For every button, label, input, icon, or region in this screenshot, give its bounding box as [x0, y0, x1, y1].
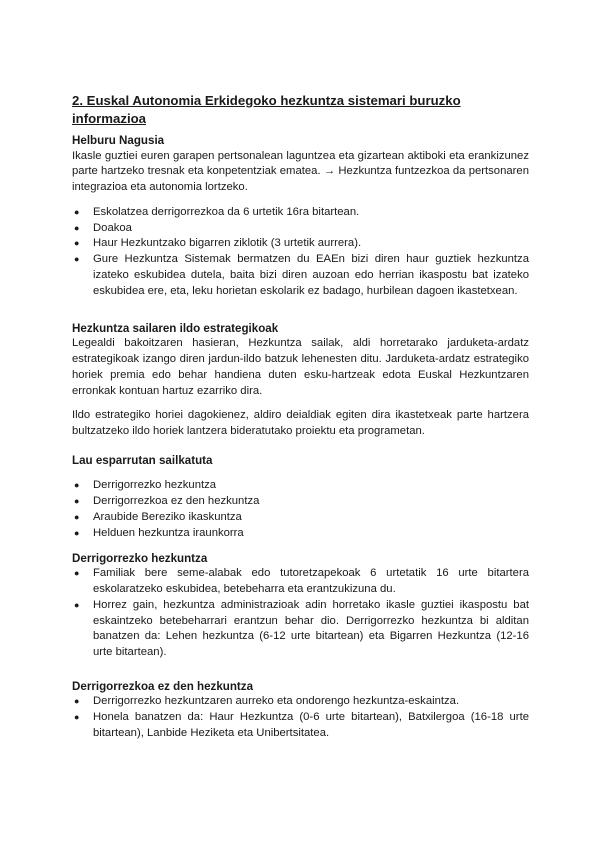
document-title: 2. Euskal Autonomia Erkidegoko hezkuntza sistemari buruzko informazioa — [72, 93, 461, 126]
list-item: ● Horrez gain, hezkuntza administrazioak adin horretako ikasle guztiei ikaspostu bat eskaintzeko betebeharrari erantzun behar dio. Derrigorrezko hezkuntza bi alditan banatzen da: Lehen hezkuntza (6-12 urte bitartean) eta Bigarren Hezkuntza (12-16 urte bitartean). — [74, 598, 529, 659]
bullet-icon: ● — [74, 527, 80, 538]
list-item: ● Familiak bere seme-alabak edo tutoretzapekoak 6 urtetatik 16 urte bitartera eskolaratzeko eskubidea, betebeharra eta erantzukizuna du. — [74, 567, 529, 595]
list-item: ● Eskolatzea derrigorrezkoa da 6 urtetik 16ra bitartean. — [72, 205, 529, 221]
section-heading-lau: Lau esparrutan sailkatuta — [72, 453, 213, 467]
bullet-icon: ● — [74, 599, 80, 610]
bullet-icon: ● — [74, 254, 80, 265]
bullet-list-helburu — [72, 205, 529, 300]
section-heading-derrigorrezko: Derrigorrezko hezkuntza — [72, 551, 208, 565]
document-page — [72, 92, 529, 742]
list-item: ● Gure Hezkuntza Sistemak bermatzen du EAEn bizi diren haur guztiek hezkuntza izateko eskubidea dutela, baita bizi diren auzoan edo herrian ikaspostu bat izateko eskubidea ere, eta, leku horietan eskolarik ez badago, hurbilean dagoen ikastetxean. — [74, 253, 529, 297]
bullet-list-ez-derrigorrezko — [72, 694, 529, 741]
bullet-list-derrigorrezko — [72, 566, 529, 661]
list-item: ● Araubide Bereziko ikaskuntza — [72, 510, 529, 526]
section-heading-helburu: Helburu Nagusia — [72, 134, 165, 147]
bullet-icon: ● — [74, 496, 80, 507]
list-item: ● Derrigorrezkoa ez den hezkuntza — [72, 494, 529, 510]
section-heading-ez-derrigorrezko: Derrigorrezkoa ez den hezkuntza — [72, 679, 254, 693]
bullet-icon: ● — [74, 712, 80, 723]
bullet-icon: ● — [74, 206, 80, 217]
list-item: ● Haur Hezkuntzako bigarren ziklotik (3 urtetik aurrera). — [72, 236, 529, 252]
bullet-icon: ● — [74, 568, 80, 579]
list-item: ● Helduen hezkuntza iraunkorra — [72, 526, 529, 542]
bullet-list-lau — [72, 478, 529, 541]
bullet-icon: ● — [74, 222, 80, 233]
bullet-icon: ● — [74, 696, 80, 707]
paragraph-ildo-2: Ildo estrategiko horiei dagokienez, aldiro deialdiak egiten dira ikastetxeak parte hartzera bultzatzeko ildo horiek lantzera bideratutako proiektu eta programetan. — [72, 409, 529, 438]
section-heading-ildo: Hezkuntza sailaren ildo estrategikoak — [72, 321, 279, 335]
paragraph-helburu: Ikasle guztiei euren garapen pertsonalean laguntzea eta gizartean aktiboki eta erankizunez parte hartzeko tresnak eta konpetentziak ematea. → Hezkuntza funtzezkoa da pertsonaren integrazioa eta autonomia lortzeko. — [72, 149, 529, 194]
list-item: ● Honela banatzen da: Haur Hezkuntza (0-6 urte bitartean), Batxilergoa (16-18 urte bitartean), Lanbide Heziketa eta Unibertsitatea. — [74, 711, 529, 740]
bullet-icon: ● — [74, 512, 80, 523]
list-item: ● Doakoa — [72, 221, 529, 237]
bullet-icon: ● — [74, 238, 80, 249]
list-item: ● Derrigorrezko hezkuntza — [72, 478, 529, 494]
bullet-icon: ● — [74, 480, 80, 491]
list-item: ● Derrigorrezko hezkuntzaren aurreko eta ondorengo hezkuntza-eskaintza. — [72, 694, 529, 710]
paragraph-ildo-1: Legealdi bakoitzaren hasieran, Hezkuntza sailak, aldi horretarako jarduketa-ardatz estrategikoak izango diren jardun-ildo batzuk lehenesten ditu. Jarduketa-ardatz estrategiko horiek premia edo behar handiena duten esku-hartzeak edota Euskal Hezkuntzaren erronkak kontuan hartuz ezarriko dira. — [72, 337, 529, 397]
